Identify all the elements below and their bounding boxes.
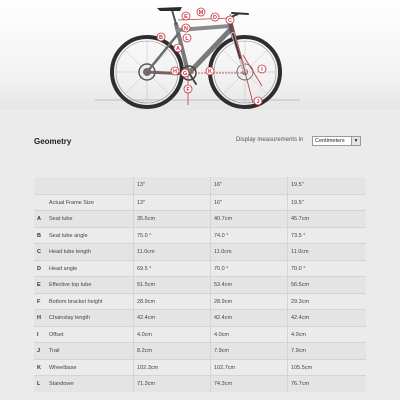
table-row <box>34 309 366 326</box>
row-letter: A <box>37 216 41 222</box>
row-name: Effective top tube <box>49 282 92 288</box>
chevron-down-icon[interactable]: ▼ <box>351 137 360 145</box>
marker-n-label: N <box>184 26 188 32</box>
table-row <box>34 260 366 277</box>
table-row <box>34 194 366 211</box>
row-name: Actual Frame Size <box>49 199 94 206</box>
marker-f-label: F <box>186 87 190 93</box>
bike-geometry-diagram <box>0 0 400 110</box>
row-value: 42.4cm <box>214 315 233 321</box>
row-letter: J <box>37 348 41 354</box>
row-value: 42.4cm <box>137 315 156 321</box>
marker-l <box>183 34 191 42</box>
row-value: 70.0 ° <box>291 265 306 272</box>
row-value: 4.0cm <box>291 331 306 338</box>
marker-m-label: M <box>198 10 204 16</box>
marker-k <box>206 67 214 75</box>
row-value: 74.0 ° <box>214 232 229 239</box>
row-value: 8.2cm <box>137 348 152 354</box>
marker-j <box>254 97 262 105</box>
row-value: 76.7cm <box>291 381 310 387</box>
row-value: 35.6cm <box>137 216 156 222</box>
row-name: Head angle <box>49 265 78 272</box>
row-value: 70.0 ° <box>214 265 229 272</box>
row-letter: C <box>37 249 41 255</box>
marker-e-label: E <box>184 14 188 20</box>
row-letter: I <box>37 331 39 338</box>
row-value: 28.9cm <box>214 298 233 305</box>
row-letter: B <box>37 232 41 239</box>
row-name: Standover <box>49 381 75 387</box>
row-letter: K <box>37 364 41 371</box>
marker-g-label: G <box>182 71 188 77</box>
marker-b <box>157 33 165 41</box>
row-name: Chainstay length <box>49 315 90 321</box>
marker-i <box>258 65 266 73</box>
table-row <box>34 210 366 227</box>
marker-a <box>174 44 182 52</box>
row-name: Seat tube angle <box>49 232 88 239</box>
row-name: Trail <box>49 348 60 354</box>
marker-i-label: I <box>261 67 263 73</box>
marker-j-label: J <box>256 99 260 105</box>
table-row <box>34 375 366 392</box>
marker-h-label: H <box>173 69 177 75</box>
row-value: 73.5 ° <box>291 232 306 239</box>
table-row <box>34 227 366 244</box>
marker-l-label: L <box>185 36 189 42</box>
display-measurements-label: Display measurements in <box>236 137 304 143</box>
row-value: 51.5cm <box>137 282 156 288</box>
row-value: 11.0cm <box>137 249 155 255</box>
marker-d <box>211 13 219 21</box>
row-value: 71.3cm <box>137 381 156 387</box>
row-value: 19.5" <box>291 199 304 206</box>
row-name: Seat tube <box>49 216 73 222</box>
size-header: 16" <box>214 182 223 188</box>
row-name: Bottom bracket height <box>49 298 103 305</box>
geometry-title: Geometry <box>34 137 72 146</box>
row-name: Wheelbase <box>49 364 77 371</box>
row-value: 45.7cm <box>291 216 310 222</box>
table-row <box>34 243 366 260</box>
row-value: 7.9cm <box>214 348 229 354</box>
marker-f <box>184 85 192 93</box>
row-value: 102.7cm <box>214 364 236 371</box>
marker-c-label: C <box>228 18 232 24</box>
marker-m <box>197 8 205 16</box>
row-value: 7.9cm <box>291 348 306 354</box>
row-value: 4.0cm <box>137 331 152 338</box>
table-row <box>34 342 366 359</box>
row-value: 11.0cm <box>214 249 232 255</box>
table-row <box>34 359 366 376</box>
marker-n <box>182 24 190 32</box>
table-row <box>34 276 366 293</box>
row-value: 53.4cm <box>214 282 233 288</box>
table-row <box>34 293 366 310</box>
size-header-row <box>34 177 366 194</box>
units-dropdown[interactable] <box>312 136 361 146</box>
row-value: 105.5cm <box>291 364 313 371</box>
marker-h <box>171 67 179 75</box>
row-letter: E <box>37 282 41 288</box>
size-header: 19.5" <box>291 182 304 188</box>
row-letter: D <box>37 265 41 272</box>
row-value: 42.4cm <box>291 315 310 321</box>
row-letter: H <box>37 315 41 321</box>
row-value: 16" <box>214 199 223 206</box>
row-value: 29.3cm <box>291 298 310 305</box>
marker-a-label: A <box>176 46 180 52</box>
marker-d-label: D <box>213 15 217 21</box>
marker-g <box>181 69 189 77</box>
row-value: 40.7cm <box>214 216 233 222</box>
size-header: 13" <box>137 182 146 188</box>
row-value: 56.5cm <box>291 282 310 288</box>
table-row <box>34 326 366 343</box>
row-name: Offset <box>49 331 64 338</box>
row-value: 28.9cm <box>137 298 156 305</box>
row-letter: F <box>37 298 41 305</box>
row-value: 11.0cm <box>291 249 309 255</box>
row-value: 75.0 ° <box>137 232 152 239</box>
units-value: Centimeters <box>315 138 345 144</box>
row-value: 13" <box>137 199 146 206</box>
marker-b-label: B <box>159 35 163 41</box>
row-value: 69.5 ° <box>137 265 152 272</box>
row-name: Head tube length <box>49 249 91 255</box>
row-value: 4.0cm <box>214 331 229 338</box>
row-letter: L <box>37 381 41 387</box>
row-value: 74.3cm <box>214 381 233 387</box>
marker-c <box>226 16 234 24</box>
row-value: 102.3cm <box>137 364 159 371</box>
marker-e <box>182 12 190 20</box>
marker-k-label: K <box>208 69 212 75</box>
